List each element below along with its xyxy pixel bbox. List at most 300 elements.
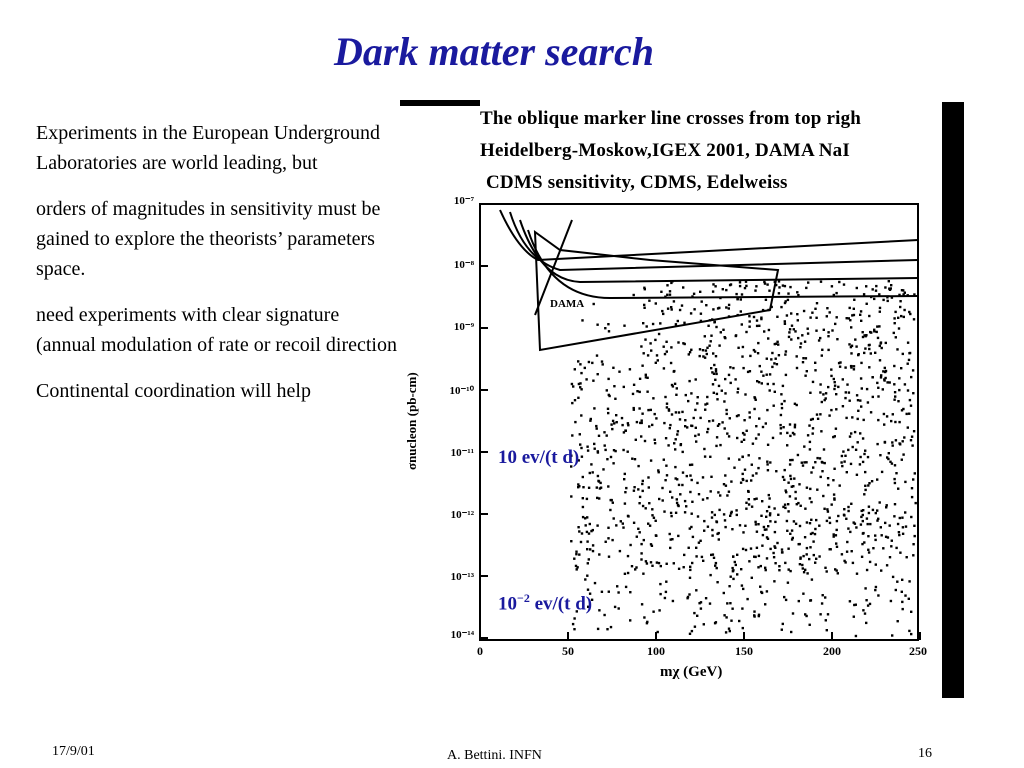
model-point [814, 461, 816, 463]
model-point [859, 463, 861, 465]
model-point [843, 460, 845, 462]
model-point [731, 567, 733, 569]
model-point [802, 593, 804, 595]
model-point [865, 622, 867, 624]
model-point [786, 432, 788, 434]
model-point [745, 502, 747, 504]
model-point [677, 320, 679, 322]
model-point [620, 520, 622, 522]
model-point [703, 530, 705, 532]
model-point [610, 423, 612, 425]
model-point [747, 490, 749, 492]
model-point [826, 307, 828, 309]
model-point [663, 459, 665, 461]
model-point [876, 519, 878, 521]
model-point [741, 293, 743, 295]
model-point [767, 538, 769, 540]
model-point [802, 555, 804, 557]
model-point [699, 540, 701, 542]
model-point [784, 302, 786, 304]
model-point [741, 441, 743, 443]
model-point [807, 434, 809, 436]
model-point [814, 308, 816, 310]
model-point [629, 619, 631, 621]
model-point [768, 290, 770, 292]
model-point [831, 285, 833, 287]
model-point [702, 560, 704, 562]
model-point [679, 493, 681, 495]
model-point [862, 437, 864, 439]
model-point [861, 387, 863, 389]
model-point [659, 583, 661, 585]
model-point [877, 594, 879, 596]
model-point [712, 383, 714, 385]
model-point [874, 534, 876, 536]
model-point [802, 464, 804, 466]
model-point [625, 586, 627, 588]
model-point [812, 427, 814, 429]
model-point [895, 589, 897, 591]
model-point [789, 463, 791, 465]
model-point [586, 540, 588, 542]
model-point [859, 432, 861, 434]
model-point [846, 541, 848, 543]
model-point [800, 505, 802, 507]
model-point [721, 421, 723, 423]
model-point [757, 523, 759, 525]
model-point [909, 399, 911, 401]
model-point [849, 600, 851, 602]
model-point [899, 306, 901, 308]
model-point [826, 570, 828, 572]
model-point [730, 480, 732, 482]
model-point [792, 432, 794, 434]
model-point [736, 573, 738, 575]
model-point [608, 330, 610, 332]
model-point [675, 512, 677, 514]
model-point [647, 523, 649, 525]
model-point [726, 432, 728, 434]
model-point [852, 562, 854, 564]
model-point [726, 494, 728, 496]
model-point [706, 403, 708, 405]
model-point [580, 388, 582, 390]
model-point [640, 345, 642, 347]
model-point [663, 510, 665, 512]
model-point [872, 509, 874, 511]
model-point [894, 503, 896, 505]
model-point [714, 379, 716, 381]
model-point [670, 538, 672, 540]
model-point [797, 337, 799, 339]
model-point [739, 524, 741, 526]
model-point [766, 283, 768, 285]
model-point [712, 308, 714, 310]
model-point [596, 354, 598, 356]
model-point [675, 394, 677, 396]
model-point [785, 599, 787, 601]
model-point [824, 462, 826, 464]
model-point [800, 342, 802, 344]
model-point [884, 522, 886, 524]
model-point [811, 578, 813, 580]
model-point [847, 510, 849, 512]
model-point [728, 457, 730, 459]
model-point [807, 328, 809, 330]
model-point [687, 400, 689, 402]
model-point [579, 443, 581, 445]
model-point [756, 547, 758, 549]
plot-frame [480, 204, 918, 640]
model-point [596, 324, 598, 326]
model-point [744, 393, 746, 395]
figure-caption-line: The oblique marker line crosses from top righ [480, 108, 862, 129]
model-point [814, 369, 816, 371]
model-point [839, 366, 841, 368]
model-point [866, 303, 868, 305]
model-point [791, 486, 793, 488]
model-point [588, 532, 590, 534]
model-point [825, 619, 827, 621]
model-point [868, 344, 870, 346]
model-point [749, 370, 751, 372]
model-point [862, 461, 864, 463]
model-point [812, 432, 814, 434]
model-point [695, 378, 697, 380]
model-point [704, 409, 706, 411]
model-point [590, 418, 592, 420]
model-point [650, 409, 652, 411]
model-point [610, 456, 612, 458]
model-point [730, 620, 732, 622]
model-point [787, 482, 789, 484]
model-point [658, 609, 660, 611]
model-point [740, 310, 742, 312]
model-point [854, 431, 856, 433]
model-point [721, 390, 723, 392]
model-point [610, 626, 612, 628]
model-point [597, 628, 599, 630]
model-point [853, 299, 855, 301]
model-point [673, 300, 675, 302]
model-point [908, 598, 910, 600]
model-point [696, 615, 698, 617]
model-point [689, 464, 691, 466]
model-point [796, 355, 798, 357]
model-point [892, 444, 894, 446]
model-point [689, 351, 691, 353]
model-point [732, 556, 734, 558]
model-point [655, 520, 657, 522]
model-point [767, 525, 769, 527]
model-point [638, 407, 640, 409]
model-point [698, 493, 700, 495]
model-point [651, 565, 653, 567]
model-point [737, 414, 739, 416]
model-point [706, 396, 708, 398]
model-point [711, 534, 713, 536]
model-point [708, 420, 710, 422]
model-point [684, 500, 686, 502]
model-point [742, 627, 744, 629]
model-point [797, 454, 799, 456]
model-point [901, 591, 903, 593]
model-point [769, 373, 771, 375]
model-point [745, 285, 747, 287]
model-point [668, 408, 670, 410]
model-point [867, 535, 869, 537]
model-point [830, 375, 832, 377]
model-point [645, 376, 647, 378]
model-point [798, 600, 800, 602]
model-point [818, 555, 820, 557]
model-point [734, 378, 736, 380]
model-point [585, 378, 587, 380]
model-point [768, 497, 770, 499]
model-point [810, 471, 812, 473]
model-point [880, 374, 882, 376]
model-point [802, 357, 804, 359]
model-point [911, 496, 913, 498]
model-point [902, 608, 904, 610]
model-point [833, 535, 835, 537]
model-point [748, 503, 750, 505]
model-point [860, 405, 862, 407]
model-point [893, 365, 895, 367]
model-point [686, 426, 688, 428]
model-point [887, 300, 889, 302]
model-point [850, 463, 852, 465]
model-point [814, 362, 816, 364]
model-point [643, 352, 645, 354]
model-point [607, 537, 609, 539]
model-point [618, 371, 620, 373]
model-point [856, 573, 858, 575]
model-point [742, 548, 744, 550]
model-point [784, 562, 786, 564]
model-point [842, 378, 844, 380]
model-point [699, 348, 701, 350]
model-point [676, 387, 678, 389]
model-point [793, 477, 795, 479]
model-point [819, 457, 821, 459]
model-point [904, 594, 906, 596]
model-point [648, 486, 650, 488]
model-point [637, 488, 639, 490]
model-point [728, 585, 730, 587]
model-point [636, 536, 638, 538]
scan-border-top [400, 100, 480, 106]
model-point [703, 448, 705, 450]
model-point [718, 344, 720, 346]
model-point [835, 428, 837, 430]
model-point [825, 397, 827, 399]
model-point [856, 474, 858, 476]
model-point [704, 455, 706, 457]
model-point [598, 553, 600, 555]
model-point [581, 319, 583, 321]
model-point [908, 359, 910, 361]
model-point [570, 495, 572, 497]
model-point [893, 478, 895, 480]
model-point [710, 476, 712, 478]
model-point [827, 484, 829, 486]
model-point [768, 494, 770, 496]
model-point [846, 551, 848, 553]
model-point [799, 558, 801, 560]
model-point [904, 511, 906, 513]
model-point [692, 536, 694, 538]
model-point [716, 567, 718, 569]
model-point [876, 443, 878, 445]
model-point [639, 378, 641, 380]
model-point [677, 505, 679, 507]
model-point [841, 455, 843, 457]
model-point [816, 489, 818, 491]
model-point [907, 389, 909, 391]
model-point [852, 446, 854, 448]
model-point [711, 511, 713, 513]
model-point [899, 517, 901, 519]
model-point [821, 349, 823, 351]
model-point [602, 363, 604, 365]
model-point [797, 319, 799, 321]
model-point [794, 424, 796, 426]
model-point [907, 363, 909, 365]
model-point [633, 407, 635, 409]
model-point [622, 526, 624, 528]
model-point [869, 523, 871, 525]
model-point [790, 478, 792, 480]
model-point [826, 629, 828, 631]
model-point [857, 354, 859, 356]
model-point [853, 368, 855, 370]
model-point [627, 572, 629, 574]
model-point [781, 551, 783, 553]
model-point [815, 330, 817, 332]
model-point [631, 565, 633, 567]
model-point [712, 283, 714, 285]
model-point [740, 482, 742, 484]
model-point [591, 362, 593, 364]
model-point [691, 513, 693, 515]
model-point [723, 400, 725, 402]
model-point [773, 507, 775, 509]
model-point [796, 503, 798, 505]
model-point [805, 357, 807, 359]
model-point [856, 394, 858, 396]
model-point [637, 528, 639, 530]
model-point [681, 484, 683, 486]
model-point [810, 419, 812, 421]
model-point [589, 472, 591, 474]
model-point [576, 568, 578, 570]
model-point [759, 586, 761, 588]
model-point [809, 392, 811, 394]
model-point [666, 294, 668, 296]
model-point [912, 392, 914, 394]
model-point [864, 587, 866, 589]
model-point [816, 302, 818, 304]
model-point [586, 498, 588, 500]
model-point [867, 401, 869, 403]
model-point [734, 561, 736, 563]
model-point [725, 306, 727, 308]
model-point [640, 552, 642, 554]
model-point [582, 497, 584, 499]
model-point [867, 484, 869, 486]
model-point [706, 497, 708, 499]
model-point [674, 383, 676, 385]
model-point [833, 533, 835, 535]
model-point [592, 550, 594, 552]
model-point [908, 630, 910, 632]
model-point [607, 412, 609, 414]
model-point [836, 529, 838, 531]
model-point [695, 440, 697, 442]
model-point [794, 330, 796, 332]
model-point [663, 346, 665, 348]
model-point [801, 462, 803, 464]
model-point [787, 510, 789, 512]
model-point [861, 556, 863, 558]
model-point [782, 385, 784, 387]
model-point [887, 536, 889, 538]
model-point [859, 399, 861, 401]
model-point [818, 525, 820, 527]
model-point [713, 557, 715, 559]
model-point [911, 444, 913, 446]
model-point [822, 594, 824, 596]
model-point [865, 599, 867, 601]
model-point [868, 512, 870, 514]
model-point [912, 543, 914, 545]
model-point [825, 392, 827, 394]
model-point [678, 411, 680, 413]
model-point [586, 516, 588, 518]
model-point [574, 368, 576, 370]
model-point [574, 421, 576, 423]
model-point [870, 352, 872, 354]
model-point [758, 614, 760, 616]
model-point [757, 566, 759, 568]
model-point [787, 548, 789, 550]
model-point [880, 342, 882, 344]
model-point [898, 327, 900, 329]
model-point [577, 397, 579, 399]
model-point [691, 501, 693, 503]
model-point [769, 514, 771, 516]
model-point [577, 483, 579, 485]
model-point [646, 562, 648, 564]
model-point [869, 331, 871, 333]
model-point [864, 489, 866, 491]
model-point [835, 408, 837, 410]
model-point [617, 591, 619, 593]
model-point [789, 533, 791, 535]
model-point [664, 479, 666, 481]
model-point [667, 308, 669, 310]
model-point [895, 547, 897, 549]
model-point [826, 315, 828, 317]
model-point [663, 367, 665, 369]
model-point [578, 530, 580, 532]
model-point [862, 336, 864, 338]
model-point [739, 281, 741, 283]
model-point [793, 520, 795, 522]
model-point [819, 383, 821, 385]
model-point [894, 421, 896, 423]
